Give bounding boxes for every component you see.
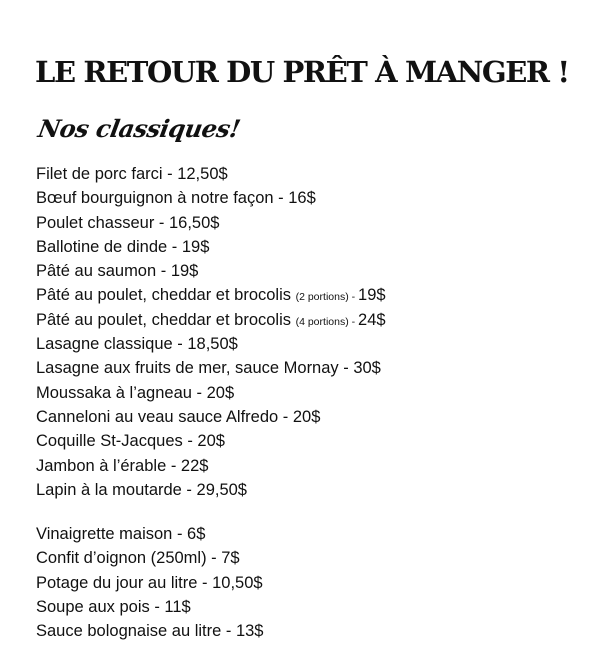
menu-item: [36, 186, 386, 210]
menu-item: [36, 162, 386, 186]
section-title: Nos classiques!: [36, 114, 243, 143]
menu-item-text: Lasagne classique - 18,50$: [36, 335, 238, 354]
menu-item-text: Soupe aux pois - 11$: [36, 597, 191, 616]
menu-item: [36, 259, 386, 283]
menu-item: [36, 478, 386, 502]
portion-note: (4 portions) -: [295, 315, 359, 328]
menu-item: [36, 546, 264, 570]
menu-item: [36, 429, 386, 453]
menu-item-text: Filet de porc farci - 12,50$: [36, 165, 228, 183]
menu-item-price: 24$: [358, 310, 386, 329]
menu-item-text: Vinaigrette maison - 6$: [36, 525, 206, 543]
menu-item-text: Canneloni au veau sauce Alfredo - 20$: [36, 407, 321, 426]
menu-item: [36, 595, 264, 619]
menu-item-text: Bœuf bourguignon à notre façon - 16$: [36, 189, 316, 208]
menu-item-text: Confit d’oignon (250ml) - 7$: [36, 549, 240, 568]
menu-item: [36, 356, 386, 380]
menu-item: [36, 283, 386, 307]
menu-item: [36, 619, 264, 643]
menu-item-text: Lasagne aux fruits de mer, sauce Mornay - 30$: [36, 359, 381, 378]
menu-item: [36, 308, 386, 332]
menu-item-text: Potage du jour au litre - 10,50$: [36, 573, 263, 592]
portion-note: (2 portions) -: [295, 291, 359, 304]
menu-item-text: Pâté au poulet, cheddar et brocolis: [36, 310, 296, 329]
menu-item: [36, 381, 386, 405]
menu-item: [36, 332, 386, 356]
extras-list: [36, 522, 264, 643]
menu-item: [36, 522, 264, 546]
menu-item-text: Pâté au saumon - 19$: [36, 262, 199, 281]
menu-item-text: Jambon à l’érable - 22$: [36, 456, 209, 475]
classics-list: [36, 162, 386, 502]
menu-item: [36, 211, 386, 235]
menu-item: [36, 405, 386, 429]
menu-item-text: Lapin à la moutarde - 29,50$: [36, 480, 247, 499]
page-title: LE RETOUR DU PRÊT À MANGER !: [35, 55, 569, 89]
menu-item-text: Sauce bolognaise au litre - 13$: [36, 622, 264, 641]
menu-item: [36, 454, 386, 478]
menu-item-text: Poulet chasseur - 16,50$: [36, 213, 220, 232]
menu-item-text: Ballotine de dinde - 19$: [36, 237, 210, 256]
menu-item-price: 19$: [358, 286, 386, 305]
menu-item: [36, 571, 264, 595]
menu-item: [36, 235, 386, 259]
menu-item-text: Moussaka à l’agneau - 20$: [36, 383, 235, 402]
menu-item-text: Pâté au poulet, cheddar et brocolis: [36, 286, 296, 305]
menu-item-text: Coquille St-Jacques - 20$: [36, 432, 225, 451]
